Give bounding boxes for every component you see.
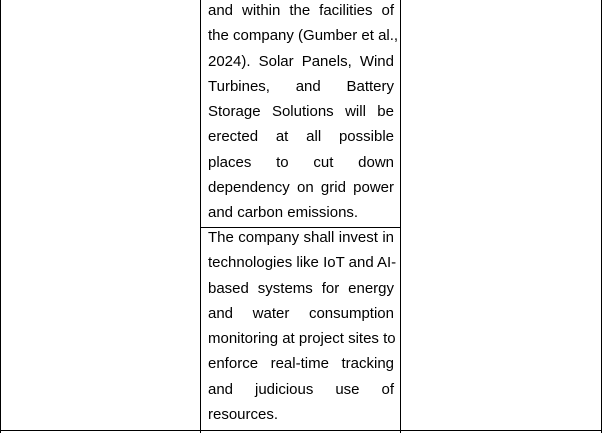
table-border-col-1 bbox=[200, 0, 201, 433]
cell-text-line: 2024). Solar Panels, Wind bbox=[208, 52, 394, 70]
cell-text-line: resources. bbox=[208, 406, 279, 424]
table-border-right bbox=[601, 0, 602, 433]
cell-text-line: Turbines, and Battery bbox=[208, 77, 394, 95]
cell-text-line: erected at all possible bbox=[208, 128, 394, 146]
cell-text-line: The company shall invest in bbox=[208, 229, 394, 246]
cell-text-line: and water consumption bbox=[208, 304, 394, 322]
cell-text-line: enforce real-time tracking bbox=[208, 355, 394, 373]
cell-text-line: and within the facilities of bbox=[208, 2, 394, 19]
cell-text-line: the company (Gumber et al., bbox=[208, 27, 399, 45]
cell-text-line: based systems for energy bbox=[208, 279, 394, 297]
cell-text-line: places to cut down bbox=[208, 153, 394, 171]
cell-text-line: Storage Solutions will be bbox=[208, 103, 394, 121]
table-cell-middle-2 bbox=[208, 225, 397, 427]
cell-text-line: dependency on grid power bbox=[208, 179, 394, 197]
cell-text-line: technologies like IoT and AI- bbox=[208, 254, 397, 272]
cell-text-line: and judicious use of bbox=[208, 380, 394, 398]
cell-text-line: monitoring at project sites to bbox=[208, 330, 396, 348]
table-cell-middle-1 bbox=[208, 0, 399, 226]
table-border-left bbox=[0, 0, 1, 433]
table-border-col-2 bbox=[400, 0, 401, 433]
table-border-bottom bbox=[0, 430, 602, 431]
cell-text-line: and carbon emissions. bbox=[208, 204, 359, 222]
